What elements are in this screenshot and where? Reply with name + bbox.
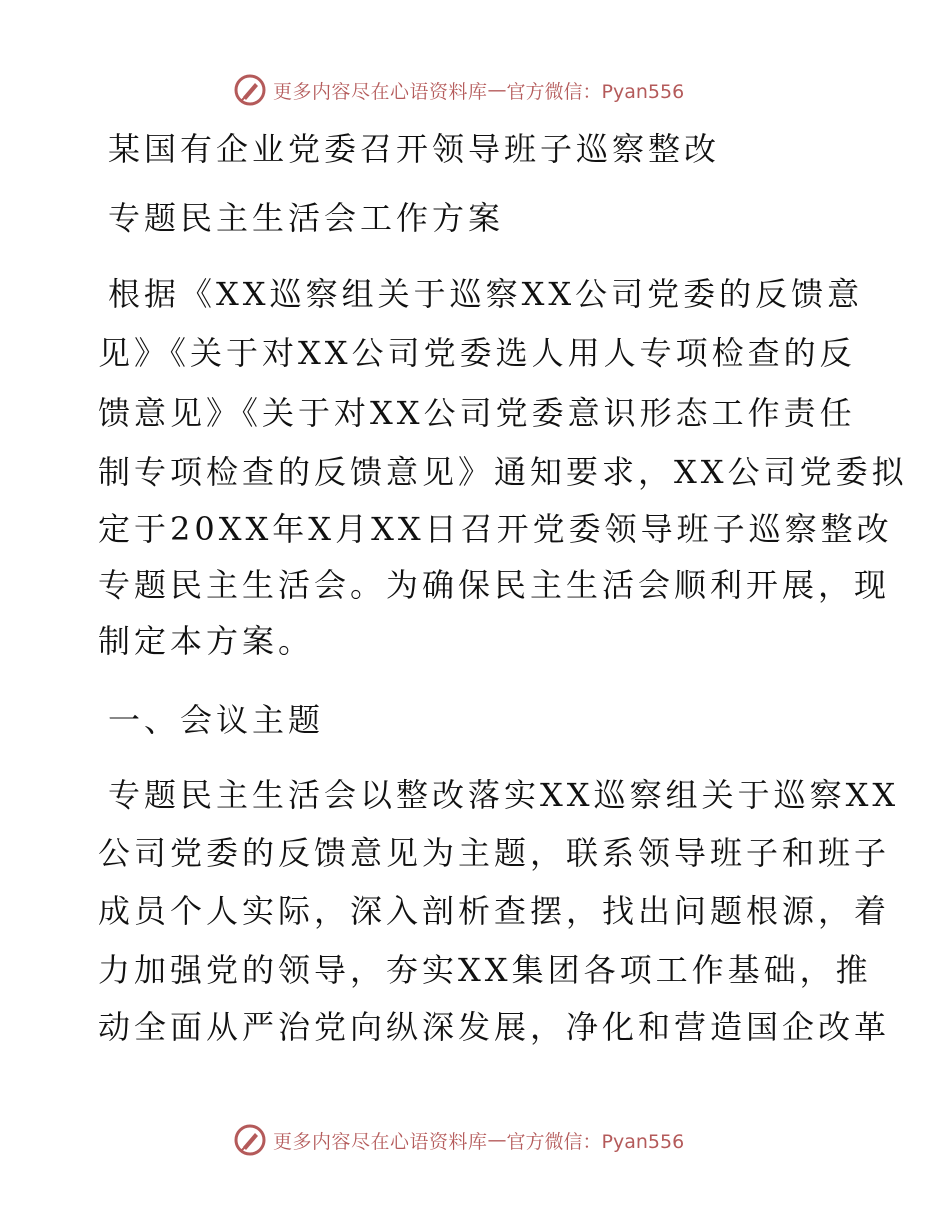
intro-paragraph-line: 专题民主生活会。为确保民主生活会顺利开展，现	[98, 566, 891, 604]
watermark-separator: —	[487, 79, 507, 101]
watermark-library-text: 更多内容尽在心语资料库	[273, 80, 488, 103]
intro-paragraph-line: 定于20XX年X月XX日召开党委领导班子巡察整改	[98, 510, 893, 548]
section-1-paragraph-line: 成员个人实际，深入剖析查摆，找出问题根源，着	[98, 892, 891, 930]
document-title-line-2: 专题民主生活会工作方案	[108, 199, 505, 237]
document-title-line-1: 某国有企业党委召开领导班子巡察整改	[108, 130, 721, 168]
section-1-paragraph-line: 公司党委的反馈意见为主题，联系领导班子和班子	[98, 834, 891, 872]
watermark-library-text: 更多内容尽在心语资料库	[273, 1130, 488, 1153]
quill-logo-icon	[233, 1123, 267, 1157]
intro-paragraph-line: 制专项检查的反馈意见》通知要求，XX公司党委拟	[98, 453, 908, 491]
intro-paragraph-line: 见》《关于对XX公司党委选人用人专项检查的反	[98, 334, 856, 372]
intro-paragraph-line: 根据《XX巡察组关于巡察XX公司党委的反馈意	[108, 275, 864, 313]
section-1-heading: 一、会议主题	[108, 701, 325, 739]
footer-watermark	[233, 1123, 684, 1157]
watermark-wechat-text: 官方微信：Pyan556	[506, 80, 685, 103]
quill-logo-icon	[233, 73, 267, 107]
watermark-separator: —	[487, 1129, 507, 1151]
header-watermark	[233, 73, 684, 107]
watermark-wechat-text: 官方微信：Pyan556	[506, 1130, 685, 1153]
intro-paragraph-line: 制定本方案。	[98, 622, 315, 660]
intro-paragraph-line: 馈意见》《关于对XX公司党委意识形态工作责任	[98, 394, 856, 432]
section-1-paragraph-line: 动全面从严治党向纵深发展，净化和营造国企改革	[98, 1008, 891, 1046]
section-1-paragraph-line: 专题民主生活会以整改落实XX巡察组关于巡察XX	[108, 776, 900, 814]
section-1-paragraph-line: 力加强党的领导，夯实XX集团各项工作基础，推	[98, 951, 872, 989]
